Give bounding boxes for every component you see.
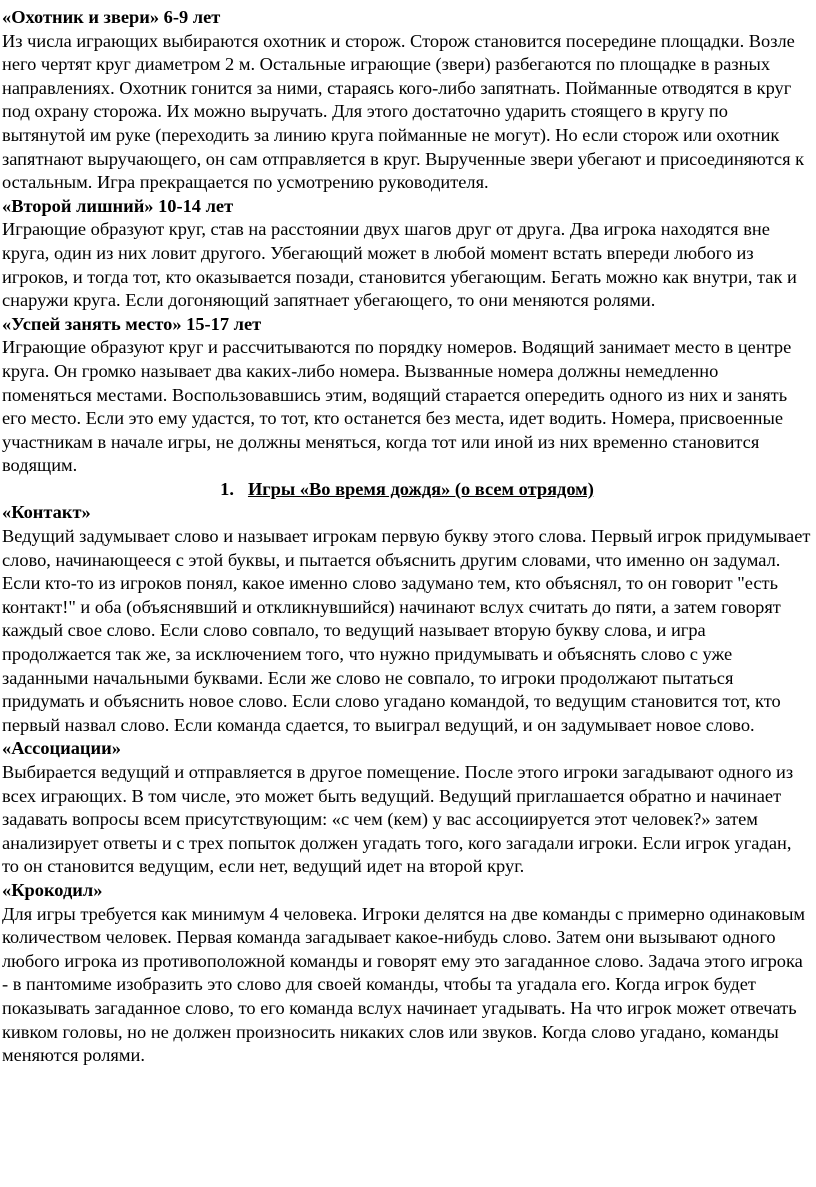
- game-description: Играющие образуют круг, став на расстоянии двух шагов друг от друга. Два игрока находятся вне круга, один из них ловит другого. Убегающий может в любой момент встать впереди любого из игроков, и тогда тот, кто оказывается позади, становится убегающим. Бегать можно как внутри, так и снаружи круга. Если догоняющий запятнает убегающего, то они меняются ролями.: [2, 219, 797, 311]
- game-description: Выбирается ведущий и отправляется в другое помещение. После этого игроки загадывают одного из всех играющих. В том числе, это может быть ведущий. Ведущий приглашается обратно и начинает задавать вопросы всем присутствующим: «с чем (кем) у вас ассоциируется этот человек?» затем анализирует ответы и с трех попыток должен угадать того, кого загадали игроки. Если игрок угадан, то он становится ведущим, если нет, ведущий идет на второй круг.: [2, 762, 794, 877]
- game-block-take-the-place: [2, 313, 812, 478]
- game-block-second-extra: [2, 195, 812, 313]
- game-block-crocodile: [2, 879, 812, 1068]
- game-heading: «Крокодил»: [2, 879, 103, 900]
- game-description: Ведущий задумывает слово и называет игрокам первую букву этого слова. Первый игрок придумывает слово, начинающееся с этой буквы, и пытается объяснить другим словами, что именно он задумал. Если кто-то из игроков понял, какое именно слово задумано тем, кто объяснял, то он говорит "есть контакт!" и оба (объяснявший и откликнувшийся) начинают вслух считать до пяти, а затем говорят каждый свое слово. Если слово совпало, то ведущий называет вторую букву слова, и игра продолжается так же, за исключением того, что нужно придумывать и объяснять слово с уже заданными начальными буквами. Если же слово не совпало, то игроки продолжают пытаться придумать и объяснить новое слово. Если слово угадано командой, то ведущим становится тот, кто первый назвал слово. Если команда сдается, то выиграл ведущий, и он задумывает новое слово.: [2, 526, 811, 735]
- section-title: Игры «Во время дождя» (о всем отрядом): [247, 478, 594, 499]
- game-heading: «Контакт»: [2, 502, 91, 523]
- game-block-hunter-and-beasts: [2, 6, 812, 195]
- game-description: Играющие образуют круг и рассчитываются по порядку номеров. Водящий занимает место в центре круга. Он громко называет два каких-либо номера. Вызванные номера должны немедленно поменяться местами. Воспользовавшись этим, водящий старается опередить одного из них и занять его место. Если это ему удастся, то тот, кто останется без места, идет водить. Номера, присвоенные участникам в начале игры, не должны меняться, когда тот или иной из них временно становится водящим.: [2, 337, 792, 476]
- section-number: 1.: [220, 478, 234, 499]
- game-heading: «Охотник и звери» 6-9 лет: [2, 7, 221, 27]
- game-description: Из числа играющих выбираются охотник и сторож. Сторож становится посередине площадки. Возле него чертят круг диаметром 2 м. Остальные играющие (звери) разбегаются по площадке в разных направлениях. Охотник гонится за ними, стараясь кого-либо запятнать. Пойманные отводятся в круг под охрану сторожа. Их можно выручать. Для этого достаточно ударить стоящего в кругу по вытянутой им руке (переходить за линию круга пойманные не могут). Но если сторож или охотник запятнают выручающего, он сам отправляется в круг. Вырученные звери убегают и присоединяются к остальным. Игра прекращается по усмотрению руководителя.: [2, 30, 805, 193]
- section-heading: [2, 478, 812, 502]
- game-block-associations: [2, 737, 812, 879]
- game-description: Для игры требуется как минимум 4 человека. Игроки делятся на две команды с примерно одинаковым количеством человек. Первая команда загадывает какое-нибудь слово. Затем они вызывают одного любого игрока из противоположной команды и говорят ему это загаданное слово. Задача этого игрока - в пантомиме изобразить это слово для своей команды, чтобы та угадала его. Когда игрок будет показывать загаданное слово, то его команда вслух начинает угадывать. На что игрок может отвечать кивком головы, но не должен произносить никаких слов или звуков. Когда слово угадано, команды меняются ролями.: [2, 903, 806, 1066]
- document-page: [2, 6, 812, 1068]
- game-heading: «Ассоциации»: [2, 738, 121, 759]
- game-block-contact: [2, 501, 812, 737]
- game-heading: «Успей занять место» 15-17 лет: [2, 313, 262, 334]
- game-heading: «Второй лишний» 10-14 лет: [2, 195, 234, 216]
